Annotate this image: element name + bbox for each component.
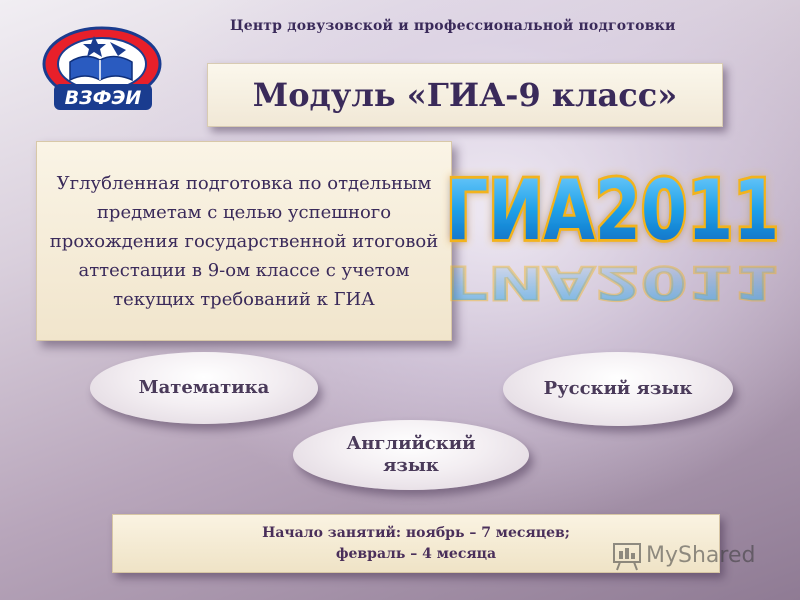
myshared-watermark xyxy=(608,538,778,572)
subject-russian-label: Русский язык xyxy=(543,378,693,399)
description-text: Углубленная подготовка по отдельным предметам с целью успешного прохождения государственной итоговой аттестации в 9-ом классе с учетом текущих требований к ГИА xyxy=(49,172,439,310)
presentation-board-icon xyxy=(614,544,640,570)
vzfei-logo xyxy=(40,22,166,114)
logo-text: ВЗФЭИ xyxy=(64,87,142,109)
description-box xyxy=(36,141,452,341)
subject-english-pill[interactable] xyxy=(293,420,529,490)
module-title-box xyxy=(207,63,723,127)
subject-math-pill[interactable] xyxy=(90,352,318,424)
module-title: Модуль «ГИА-9 класс» xyxy=(252,76,678,114)
subject-math-label: Математика xyxy=(138,377,270,398)
watermark-text: MyShared xyxy=(646,543,756,568)
schedule-line-2: февраль – 4 месяца xyxy=(335,545,497,562)
subject-russian-pill[interactable] xyxy=(503,352,733,426)
org-header: Центр довузовской и профессиональной подготовки xyxy=(230,18,676,34)
gia-2011-logo xyxy=(446,155,780,309)
gia-logo-text: ГИА2011 xyxy=(446,161,780,259)
gia-logo-reflection: ГИА2011 xyxy=(446,255,780,309)
schedule-line-1: Начало занятий: ноябрь – 7 месяцев; xyxy=(262,524,570,541)
book-globe-emblem-icon xyxy=(40,22,166,114)
subject-english-label: Английский язык xyxy=(346,433,476,476)
